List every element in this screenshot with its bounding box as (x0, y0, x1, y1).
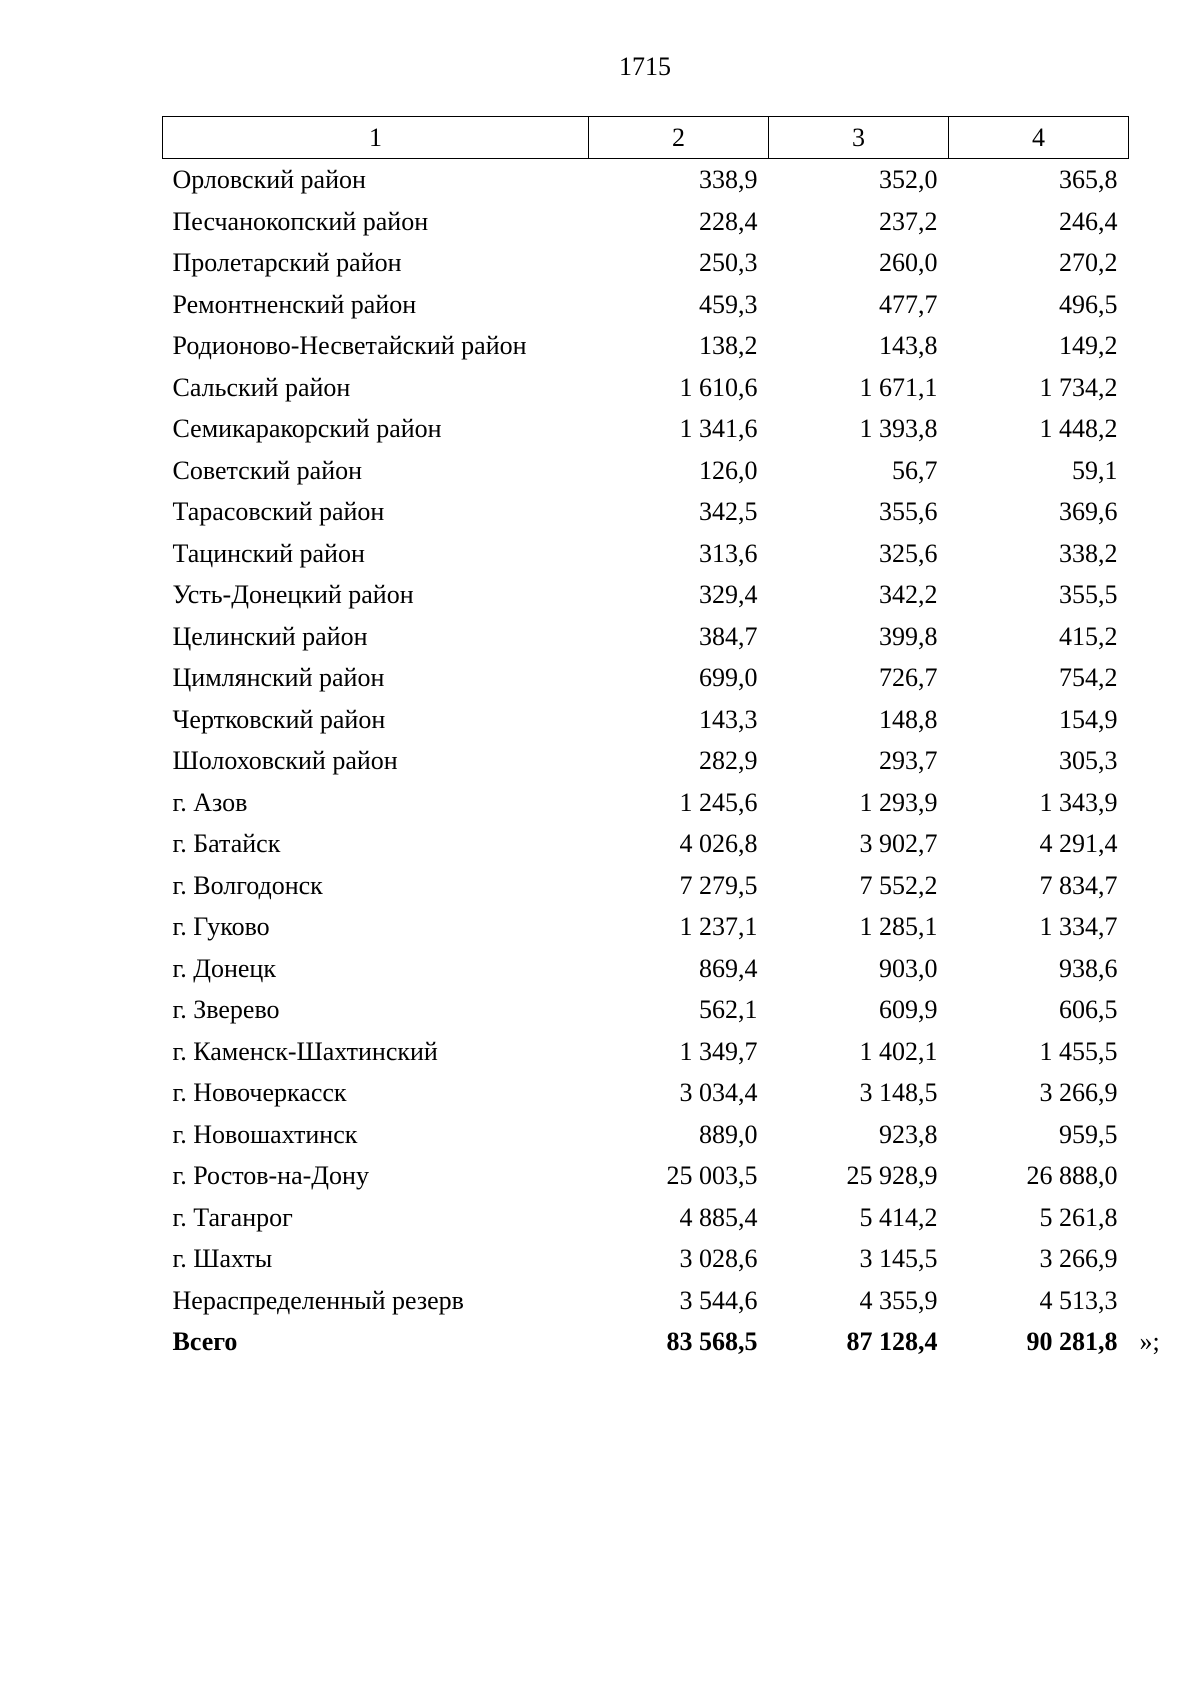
row-label: Орловский район (172, 165, 366, 194)
table-row (163, 1197, 1129, 1239)
row-label: Советский район (172, 455, 363, 485)
row-label: Цимлянский район (172, 663, 385, 692)
row-label: Тарасовский район (172, 497, 385, 526)
table-row (163, 1280, 1129, 1322)
row-value: 305,3 (1059, 746, 1118, 775)
row-value: 4 513,3 (1039, 1285, 1118, 1315)
row-value: 4 291,4 (1039, 829, 1118, 858)
row-value: 325,6 (879, 538, 938, 568)
table-header-row (163, 117, 1129, 159)
row-value: 228,4 (699, 206, 758, 236)
total-value: 87 128,4 (846, 1327, 938, 1356)
row-value: 329,4 (699, 580, 758, 609)
row-value: 477,7 (879, 289, 938, 319)
row-value: 149,2 (1059, 331, 1118, 360)
row-value: 59,1 (1072, 455, 1118, 485)
row-value: 959,5 (1059, 1119, 1118, 1149)
total-value-cell (949, 1321, 1160, 1363)
table-row (163, 782, 1129, 824)
row-label: г. Ростов-на-Дону (172, 1161, 369, 1190)
table-row (163, 989, 1129, 1031)
row-label: Семикаракорский район (172, 414, 442, 443)
row-label: г. Зверево (172, 995, 280, 1024)
row-value: 355,5 (1059, 580, 1118, 609)
row-value: 342,5 (699, 497, 758, 526)
row-value: 138,2 (699, 331, 758, 360)
row-value: 606,5 (1059, 995, 1118, 1024)
row-label: г. Новочеркасск (172, 1078, 347, 1107)
row-value: 154,9 (1059, 704, 1118, 734)
row-value: 1 734,2 (1039, 372, 1118, 402)
column-header: 1 (163, 117, 589, 159)
row-value: 7 834,7 (1039, 870, 1118, 900)
table-row (163, 699, 1129, 741)
row-label: г. Донецк (172, 953, 276, 983)
row-label: г. Батайск (172, 829, 281, 858)
row-label: г. Шахты (172, 1244, 273, 1273)
row-label: Пролетарский район (172, 248, 402, 277)
row-value: 1 237,1 (679, 912, 758, 941)
row-value: 4 026,8 (679, 829, 758, 858)
row-value: 938,6 (1059, 953, 1118, 983)
row-label: Нераспределенный резерв (172, 1285, 464, 1315)
row-label: Песчанокопский район (172, 206, 429, 236)
table-row (163, 450, 1129, 492)
row-value: 338,2 (1059, 538, 1118, 568)
row-value: 282,9 (699, 746, 758, 775)
row-value: 3 544,6 (679, 1285, 758, 1315)
row-value: 1 334,7 (1039, 912, 1118, 941)
row-value: 5 261,8 (1039, 1202, 1118, 1232)
table-row (163, 1155, 1129, 1197)
row-value: 7 552,2 (859, 870, 938, 900)
row-value: 384,7 (699, 621, 758, 651)
row-label: Сальский район (172, 372, 351, 402)
row-value: 1 341,6 (679, 414, 758, 443)
row-value: 1 245,6 (679, 787, 758, 817)
row-value: 1 349,7 (679, 1036, 758, 1066)
row-value: 3 034,4 (679, 1078, 758, 1107)
row-label: г. Таганрог (172, 1202, 293, 1232)
table-row (163, 906, 1129, 948)
table-row (163, 1238, 1129, 1280)
row-value: 260,0 (879, 248, 938, 277)
row-label: г. Азов (172, 787, 248, 817)
row-value: 148,8 (879, 704, 938, 734)
row-value: 562,1 (699, 995, 758, 1024)
total-value: 90 281,8 (1026, 1327, 1118, 1356)
row-value: 1 671,1 (859, 372, 938, 402)
row-label: Ремонтненский район (172, 289, 417, 319)
table-row (163, 533, 1129, 575)
row-value: 250,3 (699, 248, 758, 277)
row-value: 246,4 (1059, 206, 1118, 236)
row-value: 1 402,1 (859, 1036, 938, 1066)
row-value: 338,9 (699, 165, 758, 194)
row-value: 237,2 (879, 206, 938, 236)
table-row (163, 740, 1129, 782)
row-value: 459,3 (699, 289, 758, 319)
row-value: 754,2 (1059, 663, 1118, 692)
row-value: 923,8 (879, 1119, 938, 1149)
row-value: 1 293,9 (859, 787, 938, 817)
total-value: 83 568,5 (666, 1327, 758, 1356)
row-value: 3 145,5 (859, 1244, 938, 1273)
table-row (163, 574, 1129, 616)
row-value: 56,7 (892, 455, 938, 485)
row-value: 3 266,9 (1039, 1244, 1118, 1273)
total-value-cell (769, 1321, 949, 1363)
row-label: Чертковский район (172, 704, 386, 734)
row-value: 1 285,1 (859, 912, 938, 941)
table-body (163, 159, 1160, 1363)
row-value: 1 448,2 (1039, 414, 1118, 443)
row-value: 3 902,7 (859, 829, 938, 858)
row-value: 4 355,9 (859, 1285, 938, 1315)
row-label: Шолоховский район (172, 746, 398, 775)
row-value: 7 279,5 (679, 870, 758, 900)
table-row (163, 159, 1129, 201)
row-value: 365,8 (1059, 165, 1118, 194)
row-value: 352,0 (879, 165, 938, 194)
row-value: 355,6 (879, 497, 938, 526)
table-row (163, 948, 1129, 990)
row-value: 270,2 (1059, 248, 1118, 277)
row-value: 889,0 (699, 1119, 758, 1149)
row-value: 25 003,5 (666, 1161, 758, 1190)
row-value: 26 888,0 (1026, 1161, 1118, 1190)
row-value: 726,7 (879, 663, 938, 692)
row-value: 699,0 (699, 663, 758, 692)
column-header: 4 (949, 117, 1129, 159)
row-value: 1 343,9 (1039, 787, 1118, 817)
row-value: 313,6 (699, 538, 758, 568)
row-value: 1 393,8 (859, 414, 938, 443)
data-table (162, 116, 1160, 1363)
row-value: 25 928,9 (846, 1161, 938, 1190)
row-label: г. Волгодонск (172, 870, 323, 900)
row-value: 4 885,4 (679, 1202, 758, 1232)
row-label: Целинский район (172, 621, 368, 651)
row-value: 3 148,5 (859, 1078, 938, 1107)
row-label: Тацинский район (172, 538, 365, 568)
row-label: Усть-Донецкий район (172, 580, 414, 609)
column-header: 2 (589, 117, 769, 159)
row-value: 126,0 (699, 455, 758, 485)
row-value: 1 610,6 (679, 372, 758, 402)
row-value: 609,9 (879, 995, 938, 1024)
row-value: 5 414,2 (859, 1202, 938, 1232)
row-value: 1 455,5 (1039, 1036, 1118, 1066)
table-row (163, 616, 1129, 658)
row-value: 143,3 (699, 704, 758, 734)
page-number: 1715 (619, 52, 671, 81)
closing-quote: »; (1139, 1327, 1160, 1356)
total-label: Всего (172, 1327, 238, 1356)
row-value: 496,5 (1059, 289, 1118, 319)
table-row (163, 1031, 1129, 1073)
table-row (163, 1072, 1129, 1114)
table-row (163, 491, 1129, 533)
row-label: г. Новошахтинск (172, 1119, 358, 1149)
row-value: 399,8 (879, 621, 938, 651)
table-row (163, 865, 1129, 907)
table-row (163, 201, 1129, 243)
column-header: 3 (769, 117, 949, 159)
row-value: 415,2 (1059, 621, 1118, 651)
table-row (163, 408, 1129, 450)
row-label: Родионово-Несветайский район (172, 331, 527, 360)
table-row (163, 284, 1129, 326)
total-row (163, 1321, 1129, 1363)
row-value: 869,4 (699, 953, 758, 983)
row-label: г. Каменск-Шахтинский (172, 1036, 438, 1066)
table-row (163, 1114, 1129, 1156)
table-row (163, 242, 1129, 284)
row-value: 369,6 (1059, 497, 1118, 526)
total-value-cell (589, 1321, 769, 1363)
row-value: 293,7 (879, 746, 938, 775)
row-value: 3 266,9 (1039, 1078, 1118, 1107)
row-value: 342,2 (879, 580, 938, 609)
row-value: 143,8 (879, 331, 938, 360)
row-label: г. Гуково (172, 912, 270, 941)
row-value: 3 028,6 (679, 1244, 758, 1273)
table-row (163, 367, 1129, 409)
table-row (163, 823, 1129, 865)
table-row (163, 325, 1129, 367)
table-row (163, 657, 1129, 699)
row-value: 903,0 (879, 953, 938, 983)
